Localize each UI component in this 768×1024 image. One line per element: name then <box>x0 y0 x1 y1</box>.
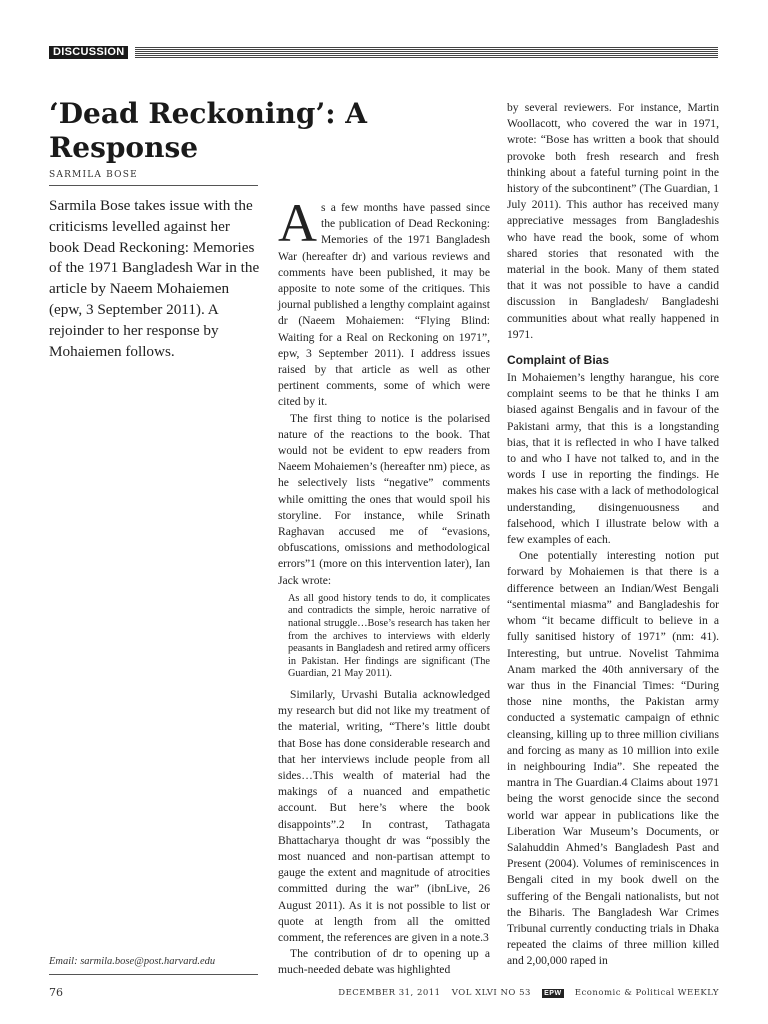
subheading: Complaint of Bias <box>507 353 610 368</box>
page-number: 76 <box>49 986 63 999</box>
author-divider <box>49 185 258 186</box>
section-stripes <box>135 47 718 58</box>
author-email: Email: sarmila.bose@post.harvard.edu <box>49 956 216 967</box>
article-abstract: Sarmila Bose takes issue with the criticisms levelled against her book Dead Reckoning: Memories of the 1971 Bangladesh War in the article by Naeem Mohaiemen (epw, 3 September 2011). A rejoinder to her response by Mohaiemen follows. <box>49 197 260 360</box>
article-title: ‘Dead Reckoning’: A Response <box>49 97 368 164</box>
issue-date: DECEMBER 31, 2011 <box>338 988 441 998</box>
journal-name: Economic & Political WEEKLY <box>574 988 719 998</box>
page-footer <box>330 988 719 998</box>
paragraph: The contribution of dr to opening up a much-needed debate was highlighted <box>278 947 490 977</box>
paragraph: by several reviewers. For instance, Martin Woollacott, who covered the war in 1971, wrote: “Bose has written a book that should provoke both fresh research and fresh thinking about a fateful turning point in the history of the subcontinent” (The Guardian, 1 July 2011). This author has received many appreciative messages from Bangladeshis who have read the book, some of whom shared stories that resonated with the material in the book. Many of them stated that it was not possible to have a candid discussion in Bangladesh/ Bangladeshi communities about what really happened in 1971. <box>507 101 719 341</box>
body-column-right <box>507 100 719 970</box>
issue-volume: VOL XLVI NO 53 <box>451 988 531 998</box>
email-divider <box>49 974 258 975</box>
paragraph: Similarly, Urvashi Butalia acknowledged my research but did not like my treatment of the material, writing, “There’s little doubt that Bose has done considerable research and that her interviews include people from all sides…This wealth of material had the makings of a nuanced and empathetic account. But here’s where the book disappoints”.2 In contrast, Tathagata Bhattacharya thought dr was “possibly the most nuanced and non-partisan attempt to gauge the extent and magnitude of atrocities committed during the war” (ibnLive, 26 August 2011). As it is not possible to list or quote at length from all the omitted comment, the references are given in a note.3 <box>278 688 490 945</box>
paragraph: In Mohaiemen’s lengthy harangue, his core complaint seems to be that he thinks I am biased against Bengalis and in favour of the Pakistani army, that this is a longstanding bias, that it is reflected in who I have talked to and who I have not talked to, and in the words I use in reporting the findings. He makes his case with a lack of methodological understanding, disingenuousness and falsehood, which I illustrate below with a few examples of each. <box>507 371 719 547</box>
section-label: DISCUSSION <box>49 46 128 59</box>
author-name: SARMILA BOSE <box>49 170 138 180</box>
section-header <box>49 46 718 59</box>
block-quote: As all good history tends to do, it complicates and contradicts the simple, heroic narrative of national struggle…Bose’s research has taken her from the archives to interviews with elderly peasants in Bangladesh and retired army officers in Pakistan. Her findings are significant (The Guardian, 21 May 2011). <box>288 592 490 680</box>
paragraph: The first thing to notice is the polarised nature of the reactions to the book. That would not be evident to epw readers from Naeem Mohaiemen’s (hereafter nm) piece, as he selectively lists “negative” comments while omitting the ones that would spoil his storyline. For instance, while Srinath Raghavan accused me of “evasions, obfuscations, omissions and methodological errors”1 (more on this intervention later), Ian Jack wrote: <box>278 411 490 587</box>
paragraph: One potentially interesting notion put forward by Mohaiemen is that there is a difference between an Indian/West Bengali “sentimental miasma” and Bangladeshis for whom “it became difficult to believe in a fully sanitised history of 1971” (nm: 41). Interesting, but untrue. Novelist Tahmima Anam marked the 40th anniversary of the war thus in the Financial Times: “During those nine months, the Pakistan army conducted a systematic campaign of ethnic cleansing, killing up to three million civilians and forcing as many as 10 million into exile in neighbouring India”. She repeated the mantra in The Guardian.4 Claims about 1971 being the worst genocide since the second world war appear in publications like the Liberation War Museum’s Documents, or Salahuddin Ahmed’s Bangladesh Past and Present (2004). Volumes of reminiscences in Bengali cited in my book dwell on the suffering of the Bengali nationalists, but not the Biharis. The Bangladesh War Crimes Tribunal currently conducting trials in Dhaka repeated the claims of three million killed and 2,00,000 raped in <box>507 549 719 968</box>
epw-logo: EPW <box>544 990 562 997</box>
drop-cap: A <box>278 193 317 253</box>
body-column-left <box>278 193 490 979</box>
paragraph: s a few months have passed since the publication of Dead Reckoning: Memories of the 1971 Bangladesh War (hereafter dr) and various reviews and comments have been published, it may be apposite to note some of the critiques. This journal published a lengthy complaint against dr (Naeem Mohaiemen: “Flying Blind: Waiting for a Real on Reckoning on 1971”, epw, 3 September 2011). I address issues raised by that article as well as other pertinent comments, some of which were cited by it. <box>278 201 490 409</box>
